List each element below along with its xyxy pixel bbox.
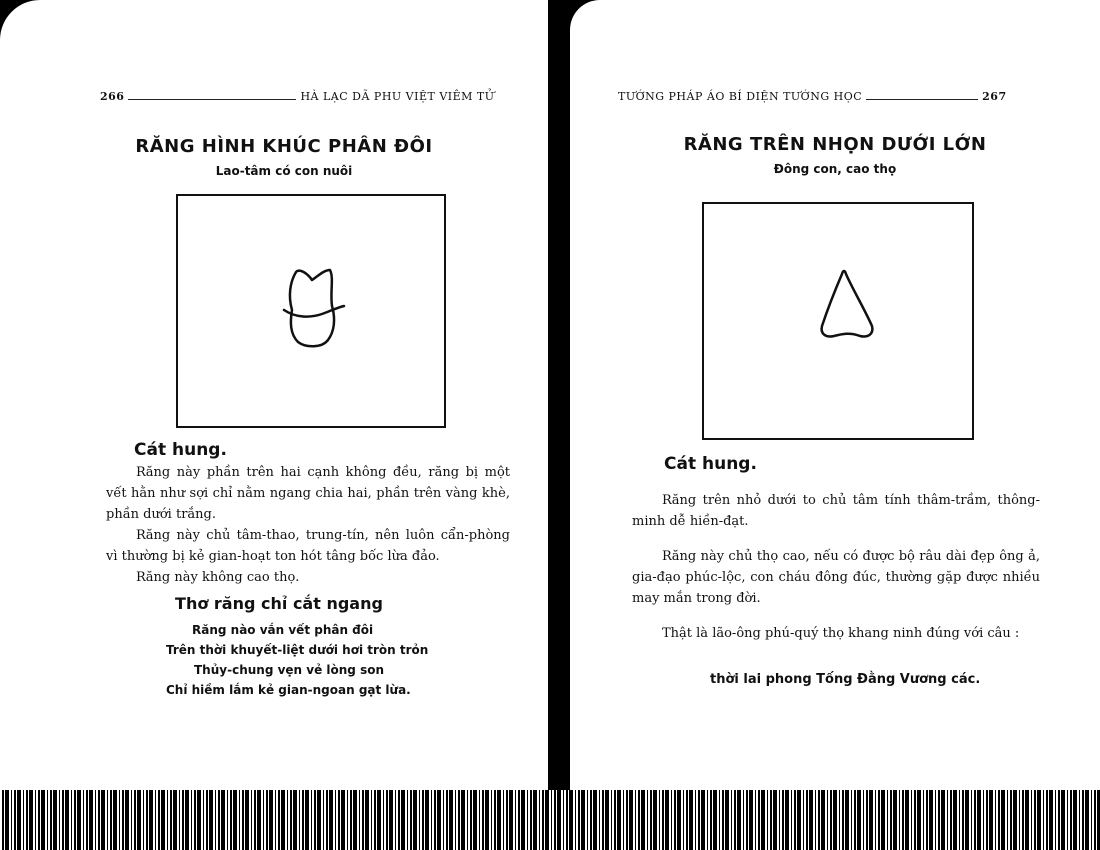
right-page [570,0,1100,790]
paragraph: Răng trên nhỏ dưới to chủ tâm tính thâm-trầm, thông-minh dễ hiền-đạt. [632,493,1040,529]
poem-line: Chỉ hiềm lắm kẻ gian-ngoan gạt lừa. [166,683,411,697]
paragraph: Răng này phần trên hai cạnh không đều, răng bị một vết hằn như sợi chỉ nằm ngang chia hai, phần trên vàng khè, phần dưới trắng. [106,465,510,522]
body-text [632,490,1040,644]
section-heading: Cát hung. [664,454,757,474]
page-subtitle: Lao-tâm có con nuôi [215,164,353,178]
running-title: TƯỚNG PHÁP ÁO BÍ DIỆN TƯỚNG HỌC [618,90,863,103]
body-text [106,462,510,588]
header-rule [128,99,296,100]
page-header [100,90,510,103]
paragraph: Răng này chủ thọ cao, nếu có được bộ râu dài đẹp ông ả, gia-đạo phúc-lộc, con cháu đông đúc, thường gặp được nhiều may mắn trong đời. [632,549,1040,606]
tooth-figure-frame [176,194,446,428]
split-tooth-illustration [178,196,444,426]
paragraph: Răng này chủ tâm-thao, trung-tín, nên luôn cẩn-phòng vì thường bị kẻ gian-hoạt ton hót tâng bốc lừa đảo. [106,528,510,564]
poem-line: Trên thời khuyết-liệt dưới hơi tròn trỏn [166,643,429,657]
page-subtitle: Đông con, cao thọ [773,162,897,176]
tooth-figure-frame [702,202,974,440]
page-number: 266 [100,90,125,103]
poem [166,620,428,700]
page-header [618,90,1088,103]
header-rule [866,99,978,100]
poem-line: Răng nào vắn vết phân đôi [192,623,374,637]
section-heading: Cát hung. [134,440,227,460]
quote-line: thời lai phong Tống Đằng Vương các. [710,672,981,687]
poem-title: Thơ răng chỉ cắt ngang [175,594,383,613]
pointed-tooth-illustration [704,204,972,438]
left-page [0,0,548,790]
poem-line: Thủy-chung vẹn vẻ lòng son [194,663,385,677]
page-number: 267 [982,90,1007,103]
scan-edge-stripes [0,790,1100,850]
paragraph: Thật là lão-ông phú-quý thọ khang ninh đúng với câu : [662,626,1020,641]
paragraph: Răng này không cao thọ. [136,570,300,585]
page-title: RĂNG TRÊN NHỌN DƯỚI LỚN [683,134,987,155]
page-title: RĂNG HÌNH KHÚC PHÂN ĐÔI [135,136,433,157]
running-title: HÀ LẠC DÃ PHU VIỆT VIÊM TỬ [300,90,495,103]
